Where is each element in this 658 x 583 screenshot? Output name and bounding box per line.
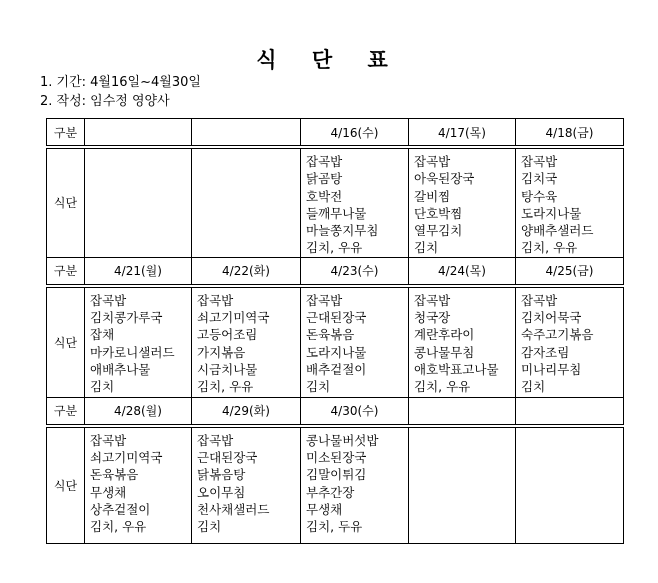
menu-cell [192,427,301,543]
day-header: 4/21(월) [85,257,192,284]
menu-item: 잡곡밥 [197,432,234,448]
day-header: 4/24(목) [409,257,516,284]
menu-item: 도라지나물 [521,205,582,221]
menu-cell [85,149,192,258]
menu-item: 양배추샐러드 [521,223,594,239]
menu-item: 닭곰탕 [306,171,343,187]
menu-cell [192,149,301,258]
menu-item: 김치, 우유 [414,379,471,395]
menu-item: 배추겉절이 [306,361,367,377]
menu-item: 쇠고기미역국 [197,310,270,326]
menu-cell [192,287,301,397]
menu-item: 잡곡밥 [197,292,234,308]
menu-item: 천사채샐러드 [197,501,270,517]
menu-item: 쇠고기미역국 [90,450,163,466]
menu-cell [516,427,624,543]
menu-item: 가지볶음 [197,344,246,360]
menu-item: 들깨무나물 [306,205,367,221]
menu-cell [301,149,409,258]
menu-cell [85,427,192,543]
menu-item: 김치국 [521,171,558,187]
day-header [409,397,516,424]
menu-item: 감자조림 [521,344,570,360]
day-header: 4/17(목) [409,119,516,146]
menu-item: 콩나물버섯밥 [306,432,379,448]
menu-item: 부추간장 [306,484,355,500]
menu-item: 잡채 [90,327,115,343]
menu-item: 잡곡밥 [521,292,558,308]
menu-item: 김치콩가루국 [90,310,163,326]
menu-item: 상추겉절이 [90,501,151,517]
menu-item: 김치 [521,379,546,395]
day-header [516,397,624,424]
day-header: 4/16(수) [301,119,409,146]
menu-item: 마늘쫑지무침 [306,223,379,239]
menu-item: 김치, 우유 [521,240,578,256]
menu-item: 도라지나물 [306,344,367,360]
menu-cell [85,287,192,397]
menu-item: 콩나물무침 [414,344,475,360]
menu-item: 근대된장국 [306,310,367,326]
menu-item: 김치 [414,240,439,256]
menu-cell [301,427,409,543]
menu-item: 계란후라이 [414,327,475,343]
menu-cell [301,287,409,397]
menu-label: 식단 [47,427,85,543]
day-header [192,119,301,146]
menu-item: 김치, 우유 [306,240,363,256]
header-label: 구분 [47,257,85,284]
menu-item: 마카로니샐러드 [90,344,175,360]
menu-cell [516,149,624,258]
menu-item: 잡곡밥 [414,154,451,169]
menu-item: 호박전 [306,188,343,204]
menu-item: 잡곡밥 [414,292,451,308]
menu-item: 오이무침 [197,484,246,500]
menu-item: 잡곡밥 [306,292,343,308]
menu-item: 열무김치 [414,223,463,239]
author-info: 2. 작성: 임수정 영양사 [40,94,170,109]
menu-item: 잡곡밥 [306,154,343,169]
day-header: 4/28(월) [85,397,192,424]
menu-item: 김치 [197,519,222,535]
day-header: 4/18(금) [516,119,624,146]
menu-cell [409,149,516,258]
menu-cell [409,287,516,397]
menu-item: 숙주고기볶음 [521,327,594,343]
menu-item: 미나리무침 [521,361,582,377]
menu-item: 닭볶음탕 [197,467,246,483]
menu-item: 김말이튀김 [306,467,367,483]
menu-item: 무생채 [306,501,343,517]
menu-item: 김치, 우유 [90,519,147,535]
menu-label: 식단 [47,149,85,258]
day-header: 4/30(수) [301,397,409,424]
menu-item: 미소된장국 [306,450,367,466]
day-header: 4/23(수) [301,257,409,284]
header-label: 구분 [47,119,85,146]
menu-item: 애배추나물 [90,361,151,377]
menu-item: 김치, 두유 [306,519,363,535]
day-header: 4/29(화) [192,397,301,424]
menu-item: 탕수육 [521,188,558,204]
menu-cell [409,427,516,543]
menu-item: 잡곡밥 [521,154,558,169]
day-header: 4/25(금) [516,257,624,284]
menu-item: 아욱된장국 [414,171,475,187]
day-header [85,119,192,146]
menu-item: 돈육볶음 [306,327,355,343]
menu-cell [516,287,624,397]
menu-item: 근대된장국 [197,450,258,466]
menu-item: 김치 [306,379,331,395]
menu-item: 청국장 [414,310,451,326]
menu-item: 김치어묵국 [521,310,582,326]
header-label: 구분 [47,397,85,424]
menu-item: 시금치나물 [197,361,258,377]
menu-item: 김치, 우유 [197,379,254,395]
menu-item: 애호박표고나물 [414,361,499,377]
menu-item: 갈비찜 [414,188,451,204]
menu-label: 식단 [47,287,85,397]
menu-item: 고등어조림 [197,327,258,343]
day-header: 4/22(화) [192,257,301,284]
menu-item: 김치 [90,379,115,395]
menu-table [46,118,624,544]
menu-item: 잡곡밥 [90,292,127,308]
page-title: 식 단 표 [256,48,402,72]
menu-item: 단호박찜 [414,205,463,221]
period-info: 1. 기간: 4월16일~4월30일 [40,75,201,90]
menu-item: 무생채 [90,484,127,500]
menu-item: 잡곡밥 [90,432,127,448]
menu-item: 돈육볶음 [90,467,139,483]
